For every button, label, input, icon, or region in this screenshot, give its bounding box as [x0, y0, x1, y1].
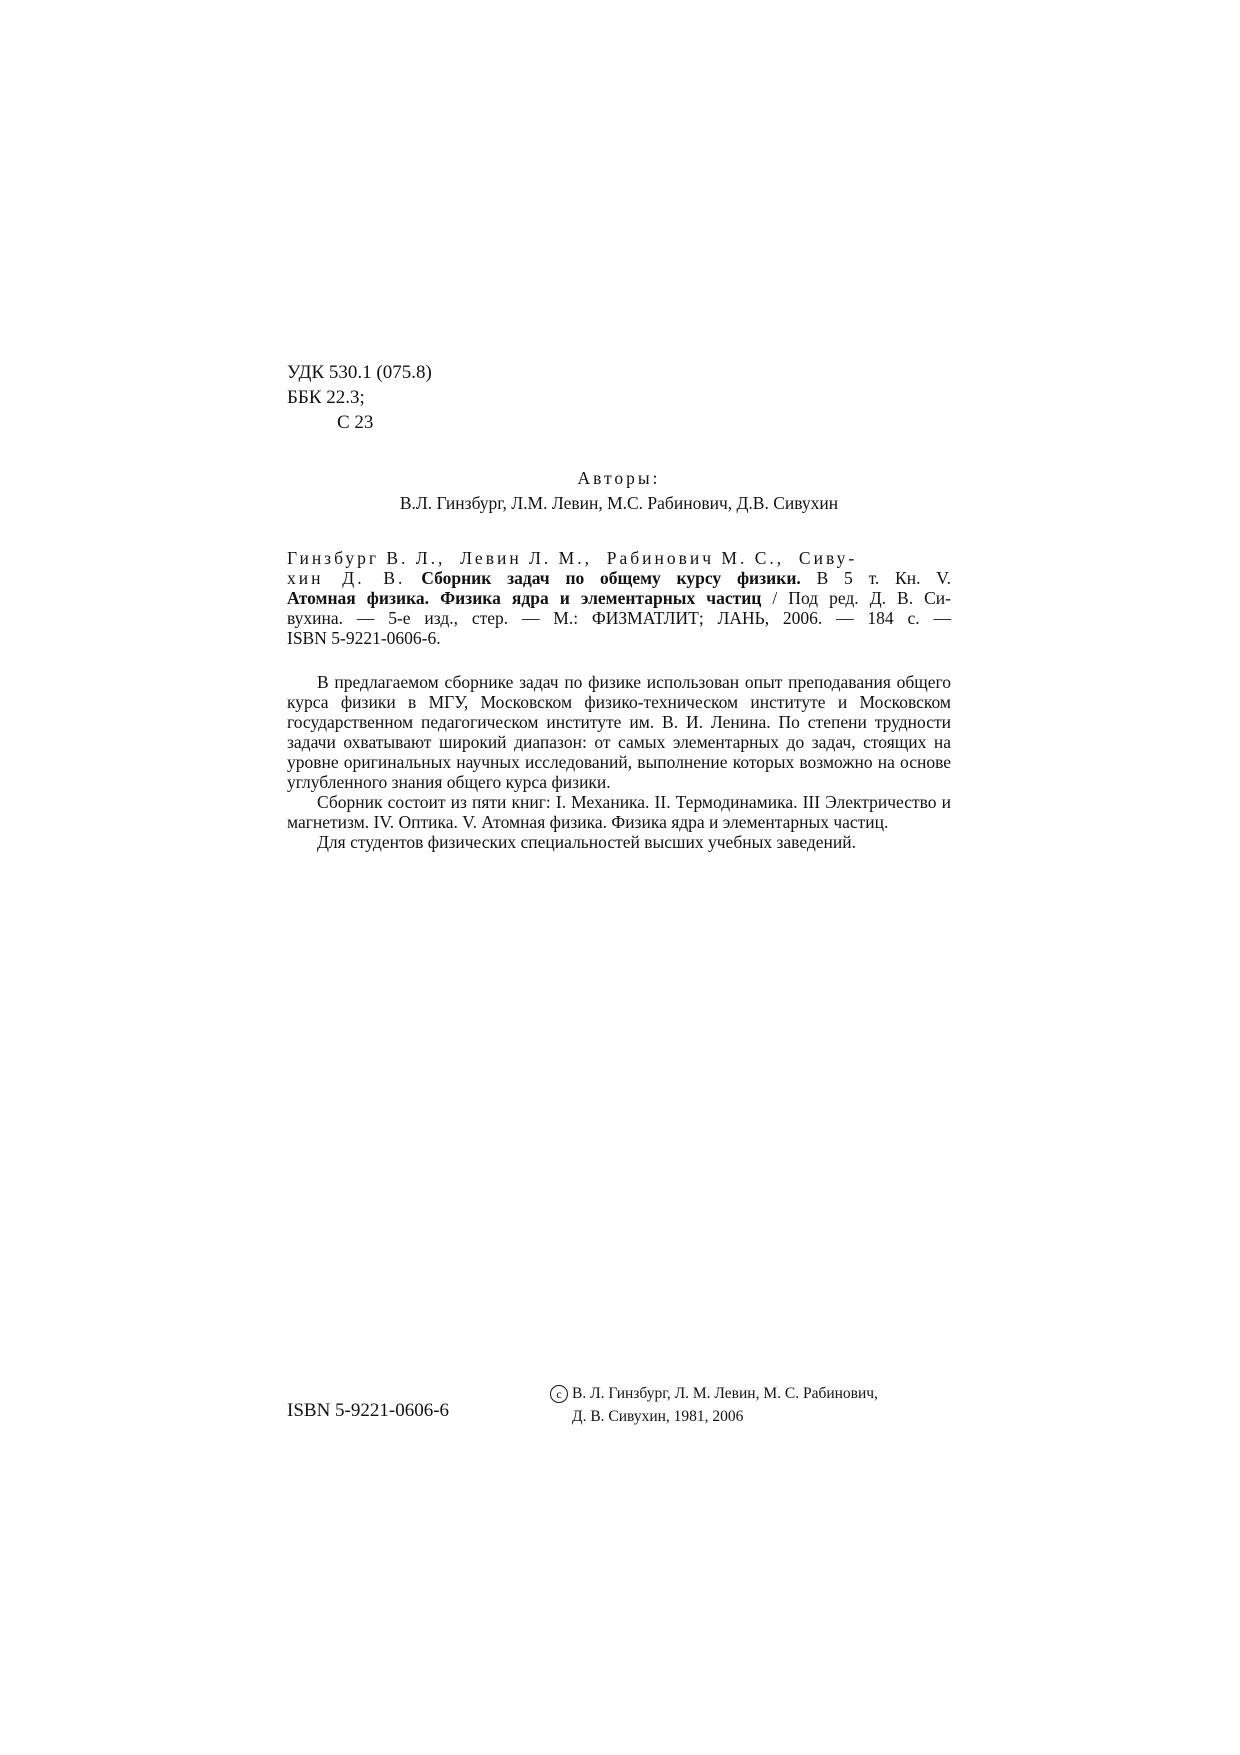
- authors-section: [287, 466, 951, 516]
- biblio-editor: / Под ред. Д. В. Си-: [761, 588, 951, 608]
- biblio-line-2: [287, 568, 951, 588]
- annotation-paragraph-2: Сборник состоит из пяти книг: I. Механика. II. Термодинамика. III Электричество и магнетизм. IV. Оптика. V. Атомная физика. Физика ядра и элементарных частиц.: [287, 792, 951, 832]
- biblio-subtitle-bold: Атомная физика. Физика ядра и элементарных частиц: [287, 588, 762, 608]
- udk-code: УДК 530.1 (075.8): [287, 362, 432, 383]
- isbn: ISBN 5-9221-0606-6: [287, 1400, 450, 1421]
- copyright-line-2: Д. В. Сивухин, 1981, 2006: [572, 1408, 744, 1425]
- bibliographic-record: [287, 548, 951, 648]
- annotation-paragraph-1: В предлагаемом сборнике задач по физике использован опыт преподавания общего курса физики в МГУ, Московском физико-техническом институте и Московском государственном педагогическом институте им. В. И. Ленина. По степени трудности задачи охватывают широкий диапазон: от самых элементарных до задач, стоящих на уровне оригинальных научных исследований, выполнение которых возможно на основе углубленного знания общего курса физики.: [287, 672, 951, 792]
- biblio-line-1: Гинзбург В. Л., Левин Л. М., Рабинович М. С., Сиву-: [287, 548, 858, 568]
- biblio-volume: В 5 т. Кн. V.: [800, 568, 952, 588]
- authors-names: В.Л. Гинзбург, Л.М. Левин, М.С. Рабинович, Д.В. Сивухин: [399, 493, 839, 513]
- author-mark-code: С 23: [337, 412, 374, 433]
- classification-codes: [287, 360, 432, 435]
- biblio-line-5: ISBN 5-9221-0606-6.: [287, 628, 441, 648]
- copyright-holders: В. Л. Гинзбург, Л. М. Левин, М. С. Рабинович,: [572, 1385, 878, 1402]
- biblio-line-3: [287, 588, 951, 608]
- bbk-code: ББК 22.3;: [287, 387, 365, 408]
- copyright-line-1: [550, 1382, 878, 1405]
- annotation: [287, 672, 951, 852]
- biblio-line-4: вухина. — 5-е изд., стер. — М.: ФИЗМАТЛИТ; ЛАНЬ, 2006. — 184 с. —: [287, 608, 951, 628]
- copyright-notice: [550, 1382, 878, 1428]
- authors-label: Авторы:: [577, 468, 661, 488]
- annotation-paragraph-3: Для студентов физических специальностей высших учебных заведений.: [317, 832, 856, 852]
- biblio-author-tail: хин Д. В.: [287, 568, 406, 588]
- copyright-icon: c: [550, 1385, 568, 1403]
- biblio-title-bold: Сборник задач по общему курсу физики.: [421, 568, 801, 588]
